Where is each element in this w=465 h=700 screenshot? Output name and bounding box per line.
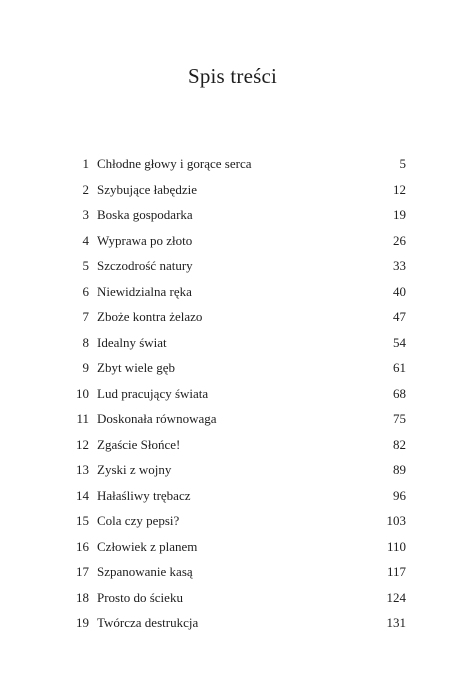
- chapter-number: 1: [82, 156, 89, 171]
- chapter-title: Niewidzialna ręka: [97, 283, 192, 299]
- page-number: 33: [393, 258, 406, 273]
- page-number: 68: [393, 385, 406, 401]
- chapter-title: Prosto do ścieku: [97, 589, 183, 605]
- page-number: 96: [393, 487, 406, 503]
- page-number: 5: [399, 156, 406, 171]
- chapter-number: 3: [82, 207, 89, 222]
- toc-entry: [0, 279, 465, 305]
- chapter-number: 11: [76, 411, 89, 426]
- chapter-number: 8: [82, 334, 89, 350]
- chapter-number: 18: [76, 589, 89, 605]
- chapter-title: Człowiek z planem: [97, 538, 198, 554]
- toc-entry: [0, 355, 465, 381]
- toc-entry: [0, 534, 465, 560]
- chapter-title: Doskonała równowaga: [97, 411, 217, 426]
- toc-entry: [0, 381, 465, 407]
- chapter-number: 6: [82, 283, 89, 299]
- chapter-number: 15: [76, 513, 89, 528]
- chapter-title: Twórcza destrukcja: [97, 615, 199, 630]
- page-number: 54: [393, 334, 406, 350]
- toc-entry: [0, 330, 465, 356]
- chapter-number: 10: [76, 385, 89, 401]
- chapter-number: 17: [76, 564, 89, 579]
- chapter-title: Zbyt wiele gęb: [97, 360, 175, 375]
- toc-entry: [0, 202, 465, 228]
- toc-entry: [0, 304, 465, 330]
- page-number: 12: [393, 181, 406, 197]
- chapter-number: 12: [76, 436, 89, 452]
- table-of-contents: [0, 151, 465, 636]
- chapter-title: Zgaście Słońce!: [97, 436, 181, 452]
- page-number: 82: [393, 436, 406, 452]
- toc-entry: [0, 151, 465, 177]
- page-number: 124: [386, 589, 406, 605]
- page-number: 89: [393, 462, 406, 477]
- chapter-title: Idealny świat: [97, 334, 167, 350]
- page-number: 131: [386, 615, 406, 630]
- page-number: 110: [386, 538, 406, 554]
- page-number: 19: [393, 207, 406, 222]
- toc-entry: [0, 177, 465, 203]
- chapter-title: Hałaśliwy trębacz: [97, 487, 191, 503]
- toc-entry: [0, 508, 465, 534]
- chapter-number: 4: [82, 232, 89, 248]
- page-title: Spis treści: [187, 64, 278, 88]
- chapter-title: Szczodrość natury: [97, 258, 193, 273]
- page-number: 47: [393, 309, 406, 324]
- toc-entry: [0, 432, 465, 458]
- page-number: 75: [393, 411, 406, 426]
- chapter-number: 14: [76, 487, 89, 503]
- toc-entry: [0, 585, 465, 611]
- chapter-number: 7: [82, 309, 89, 324]
- toc-entry: [0, 457, 465, 483]
- chapter-number: 5: [82, 258, 89, 273]
- page-number: 103: [386, 513, 406, 528]
- chapter-title: Zboże kontra żelazo: [97, 309, 203, 324]
- page-number: 26: [393, 232, 406, 248]
- chapter-title: Wyprawa po złoto: [97, 232, 193, 248]
- page-number: 117: [386, 564, 406, 579]
- toc-entry: [0, 610, 465, 636]
- chapter-title: Lud pracujący świata: [97, 385, 209, 401]
- chapter-number: 19: [76, 615, 89, 630]
- toc-entry: [0, 228, 465, 254]
- chapter-number: 16: [76, 538, 89, 554]
- page-number: 40: [393, 283, 406, 299]
- chapter-title: Chłodne głowy i gorące serca: [97, 156, 252, 171]
- toc-entry: [0, 483, 465, 509]
- page-number: 61: [393, 360, 406, 375]
- chapter-title: Cola czy pepsi?: [97, 513, 180, 528]
- chapter-number: 13: [76, 462, 89, 477]
- chapter-title: Zyski z wojny: [97, 462, 172, 477]
- toc-entry: [0, 253, 465, 279]
- toc-entry: [0, 406, 465, 432]
- chapter-title: Szpanowanie kasą: [97, 564, 193, 579]
- chapter-number: 9: [82, 360, 89, 375]
- chapter-title: Boska gospodarka: [97, 207, 193, 222]
- chapter-title: Szybujące łabędzie: [97, 181, 197, 197]
- toc-entry: [0, 559, 465, 585]
- chapter-number: 2: [82, 181, 89, 197]
